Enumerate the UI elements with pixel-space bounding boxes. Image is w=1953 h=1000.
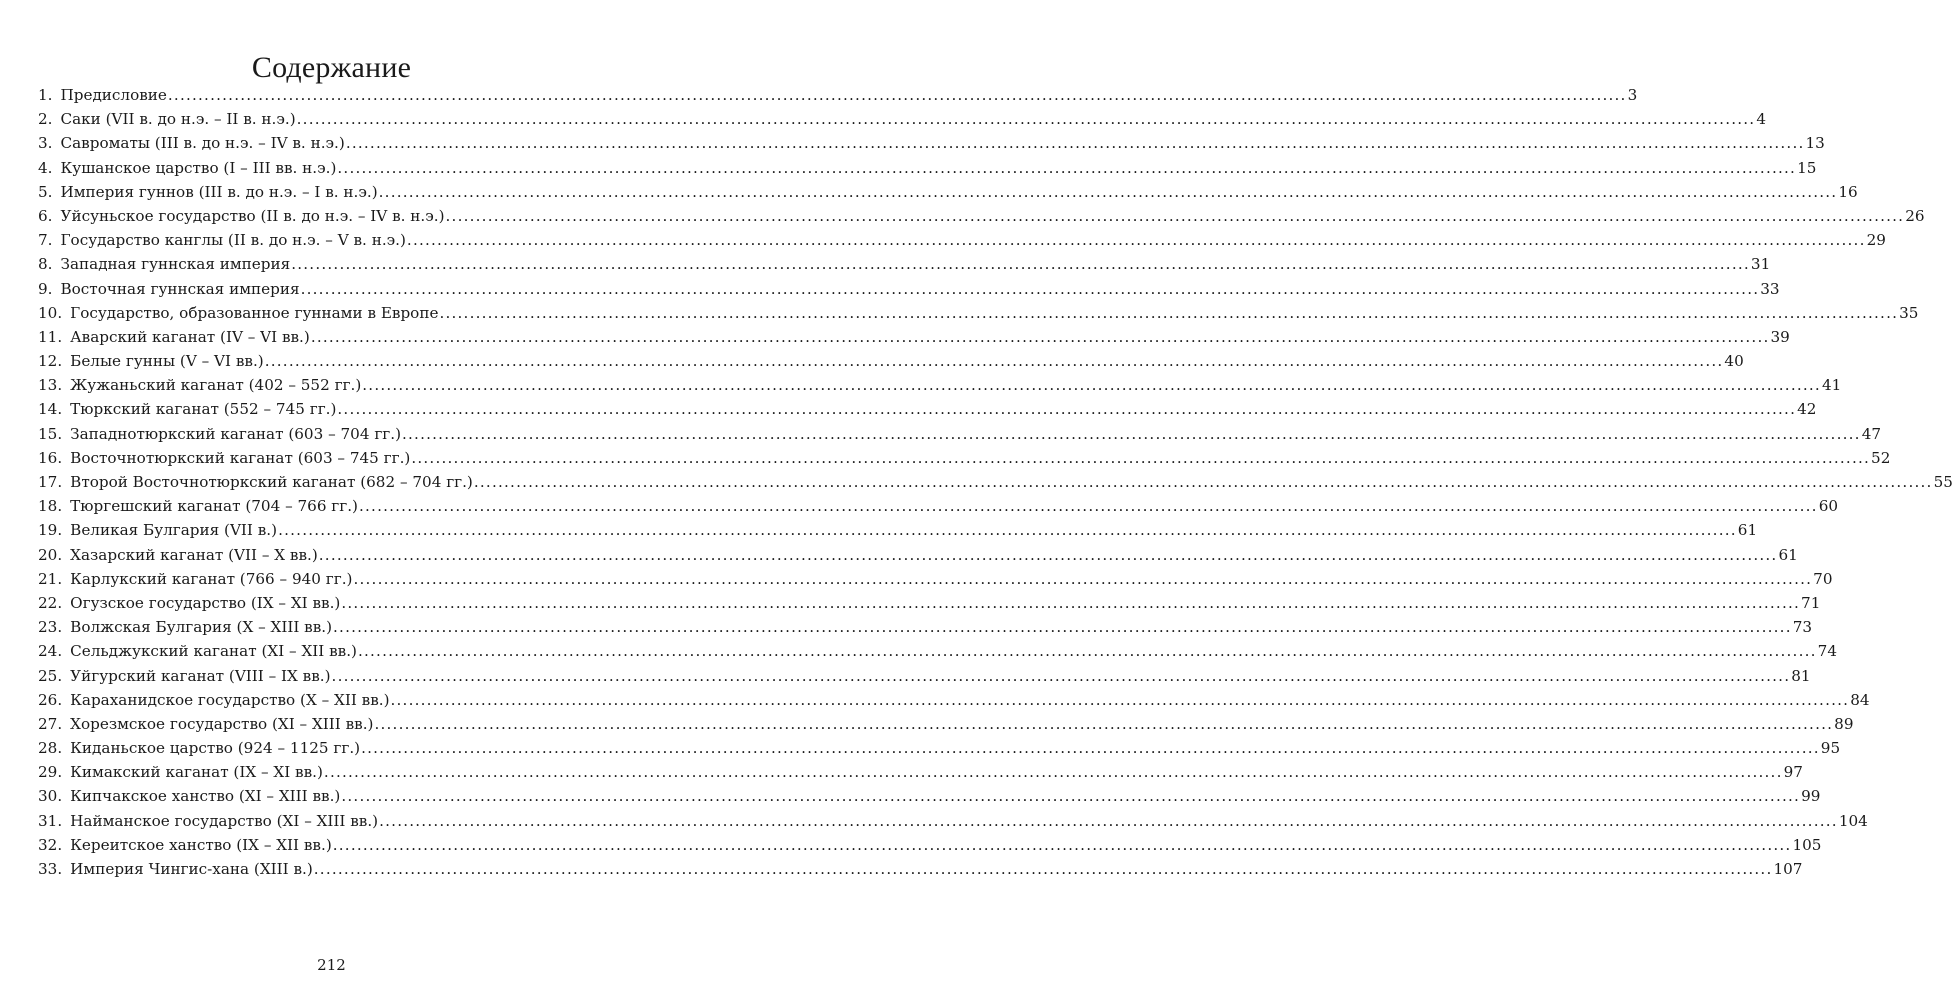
toc-entry-page: 35: [1899, 303, 1919, 322]
toc-entry: [38, 156, 1817, 180]
toc-entry-number: 30.: [38, 787, 63, 806]
toc-entry: [38, 543, 1798, 567]
toc-entry-page: 61: [1737, 521, 1758, 540]
dot-leader: [439, 301, 1898, 325]
toc-entry-title: Империя гуннов (III в. до н.э. – I в. н.э.): [60, 182, 378, 201]
toc-entry: [38, 567, 1833, 591]
toc-entry-number: 24.: [38, 642, 63, 661]
toc-entry: [38, 301, 1919, 325]
toc-entry-title: Найманское государство (XI – XIII вв.): [70, 811, 379, 830]
toc-entry-title: Кипчакское ханство (XI – XIII вв.): [70, 787, 341, 806]
toc-entry-number: 26.: [38, 690, 63, 709]
dot-leader: [362, 373, 1821, 397]
dot-leader: [311, 325, 1770, 349]
toc-entry-number: 25.: [38, 666, 63, 685]
toc-entry-page: 47: [1861, 424, 1882, 443]
toc-entry-number: 16.: [38, 448, 63, 467]
dot-leader: [319, 543, 1778, 567]
toc-entry: [38, 639, 1837, 663]
toc-entry-page: 41: [1821, 376, 1842, 395]
toc-entry-title: Государство, образованное гуннами в Европе: [70, 303, 439, 322]
toc-entry: [38, 131, 1825, 155]
toc-entry: [38, 615, 1813, 639]
dot-leader: [411, 446, 1870, 470]
toc-entry-page: 4: [1756, 110, 1767, 129]
toc-entry-number: 29.: [38, 763, 63, 782]
toc-entry-title: Тюргешский каганат (704 – 766 гг.): [70, 497, 358, 516]
toc-entry-title: Уйсуньское государство (II в. до н.э. – IV в. н.э.): [60, 206, 445, 225]
toc-entry-number: 6.: [38, 206, 53, 225]
dot-leader: [333, 615, 1792, 639]
toc-entry: [38, 833, 1822, 857]
toc-entry: [38, 809, 1868, 833]
toc-entry-number: 3.: [38, 134, 53, 153]
toc-entry-title: Тюркский каганат (552 – 745 гг.): [70, 400, 337, 419]
toc-entry-title: Карлукский каганат (766 – 940 гг.): [70, 569, 353, 588]
toc-entry-page: 84: [1850, 690, 1870, 709]
toc-entry-page: 107: [1773, 860, 1803, 878]
toc-entry-page: 33: [1760, 279, 1780, 298]
toc-entry: [38, 470, 1953, 494]
toc-entry-title: Восточнотюркский каганат (603 – 745 гг.): [70, 448, 411, 467]
toc-entry-page: 105: [1792, 835, 1822, 854]
toc-entry-number: 27.: [38, 714, 63, 733]
dot-leader: [359, 494, 1818, 518]
page-number: 212: [317, 956, 346, 974]
dot-leader: [374, 712, 1833, 736]
toc-entry: [38, 712, 1854, 736]
toc-entry-title: Сельджукский каганат (XI – XII вв.): [70, 642, 357, 661]
dot-leader: [391, 688, 1850, 712]
toc-entry: [38, 277, 1780, 301]
toc-entry-title: Киданьское царство (924 – 1125 гг.): [70, 739, 361, 758]
toc-entry-title: Савроматы (III в. до н.э. – IV в. н.э.): [60, 134, 345, 153]
toc-entry-page: 52: [1871, 448, 1891, 467]
dot-leader: [402, 422, 1861, 446]
toc-entry-number: 22.: [38, 593, 63, 612]
toc-entry-number: 19.: [38, 521, 63, 540]
toc-entry-title: Саки (VII в. до н.э. – II в. н.э.): [60, 110, 296, 129]
toc-entry: [38, 180, 1858, 204]
toc-entry-page: 13: [1805, 134, 1825, 153]
toc-entry-page: 39: [1770, 327, 1790, 346]
dot-leader: [297, 107, 1756, 131]
toc-entry-number: 7.: [38, 231, 53, 250]
toc-entry-number: 1.: [38, 86, 53, 104]
toc-entry-page: 61: [1778, 545, 1798, 564]
toc-entry-title: Империя Чингис-хана (XIII в.): [70, 860, 313, 878]
dot-leader: [341, 591, 1800, 615]
dot-leader: [333, 833, 1792, 857]
dot-leader: [168, 83, 1627, 107]
dot-leader: [265, 349, 1724, 373]
toc-entry-page: 42: [1797, 400, 1817, 419]
toc-entry-page: 15: [1797, 158, 1817, 177]
toc-entry-number: 10.: [38, 303, 63, 322]
toc-entry: [38, 325, 1790, 349]
toc-entry-title: Западнотюркский каганат (603 – 704 гг.): [70, 424, 401, 443]
dot-leader: [361, 736, 1820, 760]
toc-entry-title: Восточная гуннская империя: [60, 279, 300, 298]
toc-entry-title: Хазарский каганат (VII – X вв.): [70, 545, 318, 564]
toc-entry-number: 9.: [38, 279, 53, 298]
toc-entry-number: 17.: [38, 473, 63, 491]
dot-leader: [379, 809, 1838, 833]
toc-entry-number: 33.: [38, 860, 63, 878]
toc-entry-page: 89: [1834, 714, 1854, 733]
toc-entry: [38, 494, 1839, 518]
toc-entry-number: 13.: [38, 376, 63, 395]
dot-leader: [291, 252, 1750, 276]
dot-leader: [337, 397, 1796, 421]
toc-entry-title: Кимакский каганат (IX – XI вв.): [70, 763, 323, 782]
dot-leader: [446, 204, 1905, 228]
toc-entry-title: Хорезмское государство (XI – XIII вв.): [70, 714, 374, 733]
toc-entry-title: Государство канглы (II в. до н.э. – V в. н.э.): [60, 231, 406, 250]
toc-entry-title: Огузское государство (IX – XI вв.): [70, 593, 341, 612]
dot-leader: [341, 784, 1800, 808]
toc-entry: [38, 373, 1842, 397]
toc-entry-page: 16: [1838, 182, 1858, 201]
toc-entry: [38, 107, 1767, 131]
toc-entry-number: 21.: [38, 569, 63, 588]
toc-entry-page: 73: [1792, 618, 1813, 637]
table-of-contents: [38, 83, 1953, 881]
toc-entry-page: 55: [1933, 473, 1953, 491]
page-title: Содержание: [251, 51, 412, 84]
toc-entry-number: 23.: [38, 618, 63, 637]
toc-entry-number: 5.: [38, 182, 53, 201]
toc-entry-number: 31.: [38, 811, 63, 830]
toc-entry: [38, 760, 1803, 784]
toc-entry-page: 95: [1820, 739, 1841, 758]
toc-entry-page: 3: [1627, 86, 1638, 104]
toc-entry: [38, 349, 1744, 373]
toc-entry-page: 26: [1905, 206, 1925, 225]
toc-entry-number: 12.: [38, 352, 63, 371]
toc-entry: [38, 591, 1821, 615]
toc-entry-title: Предисловие: [60, 86, 167, 104]
toc-entry-title: Караханидское государство (X – XII вв.): [70, 690, 390, 709]
dot-leader: [379, 180, 1838, 204]
dot-leader: [358, 639, 1817, 663]
toc-entry-title: Белые гунны (V – VI вв.): [70, 352, 264, 371]
toc-entry-number: 28.: [38, 739, 63, 758]
toc-entry: [38, 518, 1758, 542]
toc-entry-number: 18.: [38, 497, 63, 516]
toc-entry: [38, 422, 1882, 446]
dot-leader: [324, 760, 1783, 784]
dot-leader: [353, 567, 1812, 591]
toc-entry-number: 2.: [38, 110, 53, 129]
toc-entry-number: 11.: [38, 327, 63, 346]
toc-entry-title: Аварский каганат (IV – VI вв.): [70, 327, 310, 346]
toc-entry-number: 20.: [38, 545, 63, 564]
toc-entry: [38, 252, 1771, 276]
dot-leader: [346, 131, 1805, 155]
toc-entry-number: 8.: [38, 255, 53, 274]
toc-entry-title: Уйгурский каганат (VIII – IX вв.): [70, 666, 331, 685]
toc-entry-page: 104: [1838, 811, 1868, 830]
dot-leader: [301, 277, 1760, 301]
toc-entry-title: Кереитское ханство (IX – XII вв.): [70, 835, 332, 854]
toc-entry: [38, 784, 1821, 808]
toc-entry-title: Великая Булгария (VII в.): [70, 521, 278, 540]
toc-entry-page: 81: [1791, 666, 1811, 685]
toc-entry: [38, 857, 1803, 881]
toc-entry-page: 70: [1813, 569, 1833, 588]
toc-entry: [38, 446, 1891, 470]
dot-leader: [332, 664, 1791, 688]
toc-entry-page: 71: [1801, 593, 1821, 612]
toc-entry-number: 14.: [38, 400, 63, 419]
toc-entry: [38, 228, 1886, 252]
toc-entry-title: Кушанское царство (I – III вв. н.э.): [60, 158, 337, 177]
toc-entry-page: 31: [1750, 255, 1771, 274]
toc-entry-number: 15.: [38, 424, 63, 443]
dot-leader: [407, 228, 1866, 252]
toc-entry: [38, 397, 1817, 421]
toc-entry: [38, 688, 1870, 712]
toc-entry-number: 32.: [38, 835, 63, 854]
toc-entry: [38, 204, 1925, 228]
toc-entry-page: 40: [1724, 352, 1744, 371]
dot-leader: [337, 156, 1796, 180]
toc-entry: [38, 736, 1841, 760]
toc-entry-page: 29: [1866, 231, 1886, 250]
toc-entry: [38, 83, 1638, 107]
toc-entry: [38, 664, 1811, 688]
toc-entry-page: 60: [1818, 497, 1839, 516]
dot-leader: [474, 470, 1933, 494]
toc-entry-page: 97: [1783, 763, 1803, 782]
toc-entry-page: 74: [1817, 642, 1837, 661]
toc-entry-title: Волжская Булгария (X – XIII вв.): [70, 618, 333, 637]
toc-entry-title: Западная гуннская империя: [60, 255, 291, 274]
toc-entry-number: 4.: [38, 158, 53, 177]
dot-leader: [314, 857, 1773, 881]
toc-entry-page: 99: [1801, 787, 1821, 806]
dot-leader: [278, 518, 1737, 542]
toc-entry-title: Жужаньский каганат (402 – 552 гг.): [70, 376, 362, 395]
toc-entry-title: Второй Восточнотюркский каганат (682 – 704 гг.): [70, 473, 473, 491]
